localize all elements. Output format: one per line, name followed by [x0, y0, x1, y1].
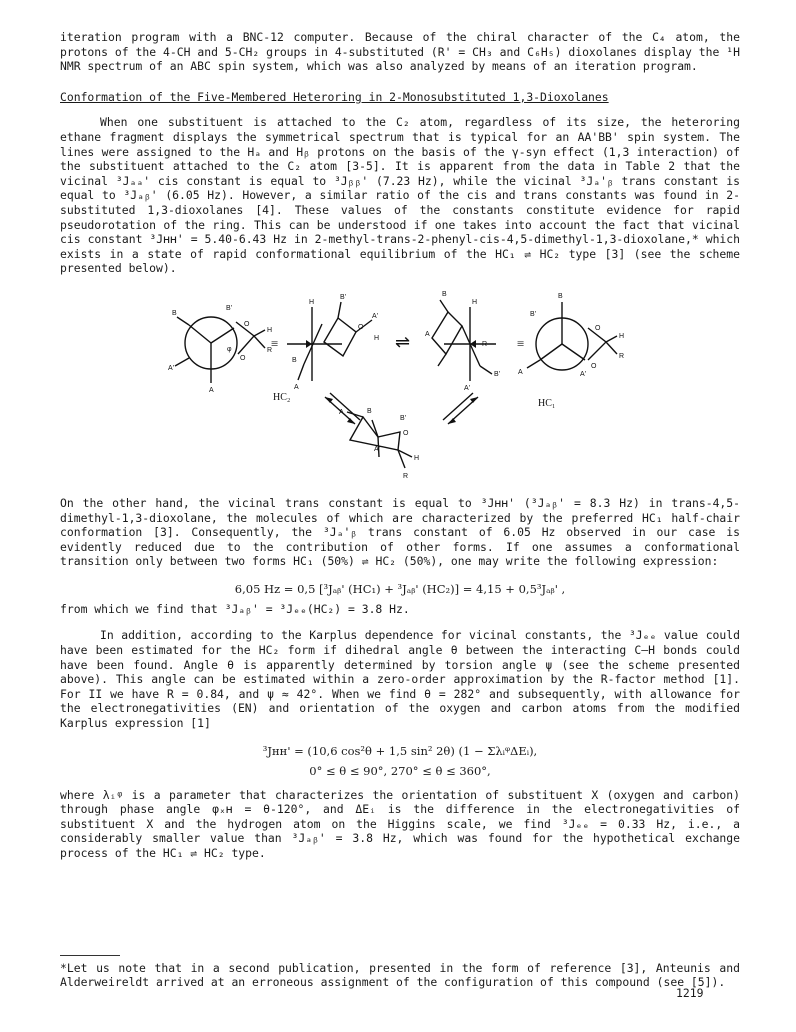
label-O-left-1: O	[244, 320, 250, 328]
footnote: *Let us note that in a second publication, presented in the form of reference [3], Anteunis and Alderweireldt arrived at an erroneous assignment of the configuration of this compound (see [5]).	[60, 960, 740, 990]
label-Bp-left: B'	[226, 304, 233, 312]
equilibrium-arrows: ⇌	[395, 331, 411, 352]
label-A-env: A	[339, 408, 344, 416]
label-O-env: O	[403, 429, 409, 437]
label-Bp-c1: B'	[340, 293, 347, 301]
label-B-env: B	[367, 407, 372, 415]
scheme-drawing	[60, 282, 740, 490]
paragraph-2: On the other hand, the vicinal trans constant is equal to ³Jʜʜ' (³Jₐᵦ' = 8.3 Hz) in trans-4,5-dimethyl-1,3-dioxolane, the molecules of which are characterized by the preferred HC₁ half-chair conformation [3]. Consequently, the ³Jₐ'ᵦ trans constant of 6.05 Hz observed in our case is evidently reduced due to the contribution of other forms. If one assumes a conformational transition only between two forms HC₁ (50%) ⇌ HC₂ (50%), one may write the following expression:	[60, 495, 740, 569]
formula-3: 0° ≤ θ ≤ 90°, 270° ≤ θ ≤ 360°,	[309, 763, 491, 778]
page-content	[60, 30, 740, 990]
label-Ap-left: A'	[168, 364, 175, 372]
label-hc1: HC₁	[538, 397, 556, 409]
conformation-scheme	[60, 282, 740, 490]
paragraph-5: where λᵢᵠ is a parameter that characterizes the orientation of substituent X (oxygen and carbon) through phase angle φₓʜ = θ-120°, and ΔEᵢ is the difference in the electronegativities of substituent X and the hydrogen atom on the Higgins scale, we find ³Jₑₑ = 0.33 Hz, i.e., a considerably smaller value than ³Jₐᵦ' = 3.8 Hz, which was found for the hypothetical exchange process of the HC₁ ⇌ HC₂ type.	[60, 787, 740, 860]
label-A-c2: A	[425, 330, 430, 338]
label-Bp-c2: B'	[494, 370, 501, 378]
label-R-right: R	[619, 352, 625, 360]
paragraph-3: from which we find that ³Jₐᵦ' = ³Jₑₑ(HC₂) = 3.8 Hz.	[60, 601, 410, 616]
label-Ap-env: A'	[374, 445, 381, 453]
label-B-left: B	[172, 309, 177, 317]
label-O-right-2: O	[591, 362, 597, 370]
formula-1: 6,05 Hz = 0,5 [³Jₐᵦ' (HC₁) + ³Jₐᵦ' (HC₂)] = 4,15 + 0,5³Jₐᵦ' ,	[234, 581, 566, 596]
label-R-env: R	[403, 472, 409, 480]
label-B-c2: B	[442, 290, 447, 298]
label-H-left: H	[267, 326, 273, 334]
label-Bp-env: B'	[400, 414, 407, 422]
paragraph-top: iteration program with a BNC-12 computer. Because of the chiral character of the C₄ atom, the protons of the 4-CH and 5-CH₂ groups in 4-substituted (R' = CH₃ and C₆H₅) dioxolanes display the ¹H NMR spectrum of an ABC spin system, which was also analyzed by means of an iteration program.	[60, 30, 740, 74]
label-O-c1: O	[358, 323, 364, 331]
label-H-c1b: H	[374, 334, 380, 342]
label-O-right-1: O	[595, 324, 601, 332]
page-number: 1219	[676, 986, 704, 1000]
label-H-c1: H	[309, 298, 315, 306]
label-Ap-right: A'	[580, 370, 587, 378]
label-R-c2: R	[482, 340, 488, 348]
equiv-sign-right: ≡	[517, 335, 525, 351]
label-Ap-c2: A'	[464, 384, 471, 392]
label-A-left: A	[209, 386, 214, 394]
footnote-rule	[60, 955, 120, 956]
label-B-c1: B	[292, 356, 297, 364]
equiv-sign-left: ≡	[271, 335, 279, 351]
label-H-right: H	[619, 332, 625, 340]
label-Bp-right: B'	[530, 310, 537, 318]
label-O-left-2: O	[240, 354, 246, 362]
label-Ap-c1: A'	[372, 312, 379, 320]
formula-2: ³Jʜʜ' = (10,6 cos²θ + 1,5 sin² 2θ) (1 − ΣλᵢᵠΔEᵢ),	[262, 743, 538, 758]
paragraph-4: In addition, according to the Karplus dependence for vicinal constants, the ³Jₑₑ value could have been estimated for the HC₂ form if dihedral angle θ between the interacting C–H bonds could have been found. Angle θ is apparently determined by torsion angle ψ (see the scheme presented above). This angle can be estimated within a zero-order approximation by the R-factor method [1]. For II we have R = 0.84, and ψ ≈ 42°. When we find θ = 282° and subsequently, with allowance for the electronegativities (EN) and orientation of the oxygen and carbon atoms from the modified Karplus expression [1]	[60, 628, 740, 731]
label-R-left: R	[267, 346, 273, 354]
section-heading: Conformation of the Five-Membered Heteroring in 2-Monosubstituted 1,3-Dioxolanes	[60, 89, 609, 104]
label-A-right: A	[518, 368, 523, 376]
label-hc2: HC₂	[273, 391, 291, 403]
label-H-env: H	[414, 454, 420, 462]
label-A-c1: A	[294, 383, 299, 391]
label-phi: φ	[227, 345, 232, 353]
label-B-right: B	[558, 292, 563, 300]
paragraph-1: When one substituent is attached to the C₂ atom, regardless of its size, the heteroring ethane fragment displays the symmetrical spectrum that is typical for an AA'BB' spin system. The lines were assigned to the Hₐ and Hᵦ protons on the basis of the γ-syn effect (1,3 interaction) of the substituent attached to the C₂ atom [3-5]. It is apparent from the data in Table 2 that the vicinal ³Jₐₐ' cis constant is equal to ³Jᵦᵦ' (7.23 Hz), while the vicinal ³Jₐ'ᵦ trans constant is equal to ³Jₐᵦ' (6.05 Hz). However, a similar ratio of the cis and trans constants was found in 2-substituted 1,3-dioxolanes [4]. These values of the constants constitute evidence for rapid pseudorotation of the ring. This can be understood if one takes into account the fact that vicinal cis constant ³Jʜʜ' = 5.40-6.43 Hz in 2-methyl-trans-2-phenyl-cis-4,5-dimethyl-1,3-dioxolane,* which exists in a state of rapid conformational equilibrium of the HC₁ ⇌ HC₂ type [3] (see the scheme presented below).	[60, 115, 740, 276]
label-H-c2: H	[472, 298, 478, 306]
